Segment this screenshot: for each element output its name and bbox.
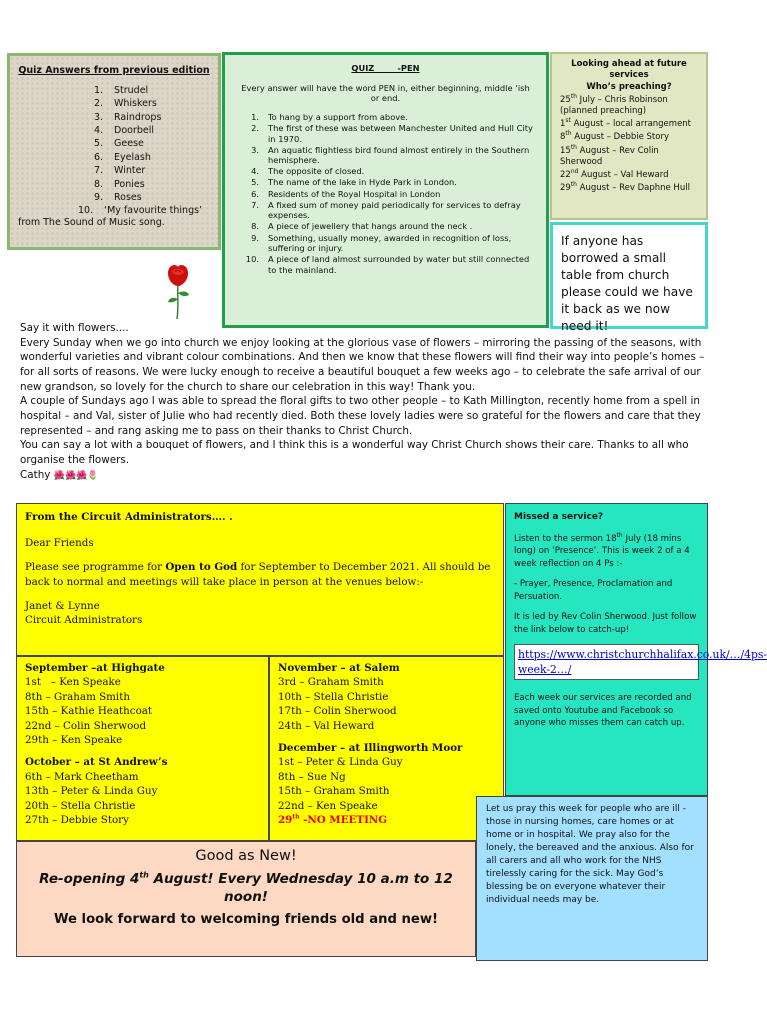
flower-icons: 🌺🌺🌺🌷	[53, 470, 99, 481]
quiz-pen-title: QUIZ -PEN	[351, 63, 420, 73]
quiz-pen-intro: Every answer will have the word PEN in, either beginning, middle ‘ish or end.	[241, 82, 530, 104]
reopening-line: Re-opening 4th August! Every Wednesday 10 a.m to 12 noon!	[39, 870, 453, 906]
circuit-sign-role: Circuit Administrators	[25, 614, 143, 627]
flowers-article	[20, 321, 710, 482]
schedule-nov-dec	[269, 656, 504, 841]
list-item: 1st August – local arrangement	[560, 117, 692, 130]
circuit-sign: Janet & Lynne	[25, 599, 100, 612]
schedule-month-title: November – at Salem	[278, 662, 400, 674]
schedule-sep-oct	[16, 656, 269, 841]
list-item: 1. Strudel	[94, 84, 149, 96]
circuit-greeting: Dear Friends	[25, 537, 94, 550]
circuit-admin-box	[16, 503, 504, 656]
missed-paragraph: Each week our services are recorded and saved onto Youtube and Facebook so anyone who misses them can catch up.	[514, 693, 692, 729]
prayer-box: Let us pray this week for people who are ill - those in nursing homes, care homes or at home or in hospital. We pray also for the lonely, the bereaved and the anxious. Also for all carers and all who work for the NHS tirelessly caring for the sick. May God’s blessing be on everyone whatever their individual needs may be.	[476, 796, 708, 961]
quiz-pen-questions	[237, 112, 534, 276]
list-item: 5. The name of the lake in Hyde Park in London.	[251, 177, 457, 188]
list-item: 3. Raindrops	[94, 111, 162, 123]
list-item: 3rd – Graham Smith	[278, 676, 384, 689]
list-item: 29th August – Rev Daphne Hull	[560, 181, 690, 193]
preaching-subheading: Who’s preaching?	[586, 81, 672, 92]
quiz-pen-box	[222, 52, 549, 328]
list-item: 22nd – Ken Speake	[278, 799, 378, 812]
list-item: 3. An aquatic flightless bird found almost entirely in the Southern hemisphere.	[251, 144, 530, 166]
article-paragraph: A couple of Sundays ago I was able to spread the floral gifts to two other people – to Kath Millington, recently home from a spell in hospital – and Val, sister of Julie who had recently died. Both these lovely ladies were so grateful for the flowers and care that they represented – and rang asking me to pass on their thanks to Christ Church.	[20, 395, 701, 437]
schedule-month-title: October – at St Andrew’s	[25, 756, 168, 769]
quiz-answers-title: Quiz Answers from previous edition	[18, 65, 210, 76]
schedule-month-title: September –at Highgate	[25, 662, 165, 674]
list-item: 2. The first of these was between Manchester United and Hull City in 1970.	[251, 122, 533, 144]
list-item: 10. A piece of land almost surrounded by water but still connected to the mainland.	[245, 254, 530, 275]
list-item: 9. Something, usually money, awarded in recognition of loss, suffering or injury.	[251, 232, 512, 254]
list-item: 10th – Stella Christie	[278, 690, 389, 703]
list-item: 6th – Mark Cheetham	[25, 770, 139, 783]
missed-paragraph: - Prayer, Presence, Proclamation and Persuation.	[514, 579, 673, 602]
list-item: 7. Winter	[94, 165, 146, 177]
list-item: 9. Roses	[94, 191, 142, 203]
list-item: 25th July – Chris Robinson (planned preaching)	[560, 92, 668, 117]
preaching-heading: Looking ahead at future services	[571, 59, 687, 81]
list-item: 8. A piece of jewellery that hangs around the neck .	[251, 221, 473, 232]
list-item: 17th – Colin Sherwood	[278, 705, 397, 718]
missed-paragraph: Listen to the sermon 18th July (18 mins long) on ‘Presence’. This is week 2 of a 4 week reflection on 4 Ps :-	[514, 532, 690, 569]
list-item: 8th August – Debbie Story	[560, 130, 669, 143]
missed-service-box	[505, 503, 767, 796]
good-as-new-box	[16, 841, 476, 957]
list-item: 10. ‘My favourite things’ from The Sound of Music song.	[18, 205, 203, 229]
welcome-line: We look forward to welcoming friends old and new!	[53, 912, 439, 928]
list-item: 8th – Graham Smith	[25, 690, 130, 703]
list-item: 5. Geese	[94, 138, 144, 150]
list-item: 4. Doorbell	[94, 125, 154, 136]
list-item: 29th – Ken Speake	[25, 734, 123, 747]
list-item: 22nd – Colin Sherwood	[25, 719, 147, 732]
table-notice: If anyone has borrowed a small table from church please could we have it back as we now need it!	[550, 222, 708, 329]
quiz-answers-box	[7, 53, 221, 250]
list-item: 27th – Debbie Story	[25, 814, 129, 827]
list-item: 22nd August – Val Heward	[560, 167, 669, 180]
preaching-box	[550, 52, 708, 220]
missed-heading: Missed a service?	[514, 512, 604, 522]
list-item: 2. Whiskers	[94, 98, 157, 110]
list-item: 20th – Stella Christie	[25, 799, 136, 812]
circuit-body: Please see programme for Open to God for September to December 2021. All should be back to normal and meetings will take place in person at the venues below:-	[25, 561, 491, 588]
list-item: 6. Eyelash	[94, 151, 151, 163]
schedule-month-title: December – at Illingworth Moor	[278, 742, 463, 755]
list-item: 8th – Sue Ng	[278, 770, 346, 783]
rose-icon	[160, 263, 196, 319]
list-item: 1st – Peter & Linda Guy	[278, 756, 403, 769]
list-item: 1st – Ken Speake	[25, 676, 121, 689]
list-item: 6. Residents of the Royal Hospital in London	[251, 188, 441, 199]
no-meeting-item: 29th -NO MEETING	[278, 813, 388, 827]
circuit-heading: From the Circuit Administrators…. .	[25, 511, 233, 523]
list-item: 15th – Graham Smith	[278, 785, 390, 798]
article-signature: Cathy 🌺🌺🌺🌷	[20, 468, 99, 481]
list-item: 15th – Kathie Heathcoat	[25, 705, 153, 718]
good-as-new-title: Good as New!	[195, 848, 297, 864]
list-item: 1. To hang by a support from above.	[251, 111, 408, 122]
list-item: 24th – Val Heward	[278, 719, 375, 732]
article-paragraph: Every Sunday when we go into church we enjoy looking at the glorious vase of flowers – mirroring the passing of the seasons, with wonderful varieties and vibrant colour combinations. And then we know that these flowers will find their way into people’s homes – for all sorts of reasons. We were lucky enough to receive a beautiful bouquet a few weeks ago – to celebrate the safe arrival of our new grandson, so lovely for the church to share our celebration in this way! Thank you.	[20, 336, 705, 393]
list-item: 4. The opposite of closed.	[251, 166, 365, 177]
list-item: 13th – Peter & Linda Guy	[25, 785, 158, 798]
list-item: 8. Ponies	[94, 178, 145, 190]
quiz-answers-list	[18, 85, 210, 229]
article-title: Say it with flowers....	[20, 322, 129, 334]
list-item: 7. A fixed sum of money paid periodically for services to defray expenses.	[251, 199, 521, 221]
article-paragraph: You can say a lot with a bouquet of flowers, and I think this is a wonderful way Christ Church shows their care. Thanks to all who organise the flowers.	[20, 439, 689, 467]
missed-paragraph: It is led by Rev Colin Sherwood. Just follow the link below to catch-up!	[514, 612, 697, 635]
list-item: 15th August – Rev Colin Sherwood	[560, 143, 659, 167]
sermon-link[interactable]: https://www.christchurchhalifax.co.uk/…/4ps-week-2…/	[514, 644, 699, 680]
